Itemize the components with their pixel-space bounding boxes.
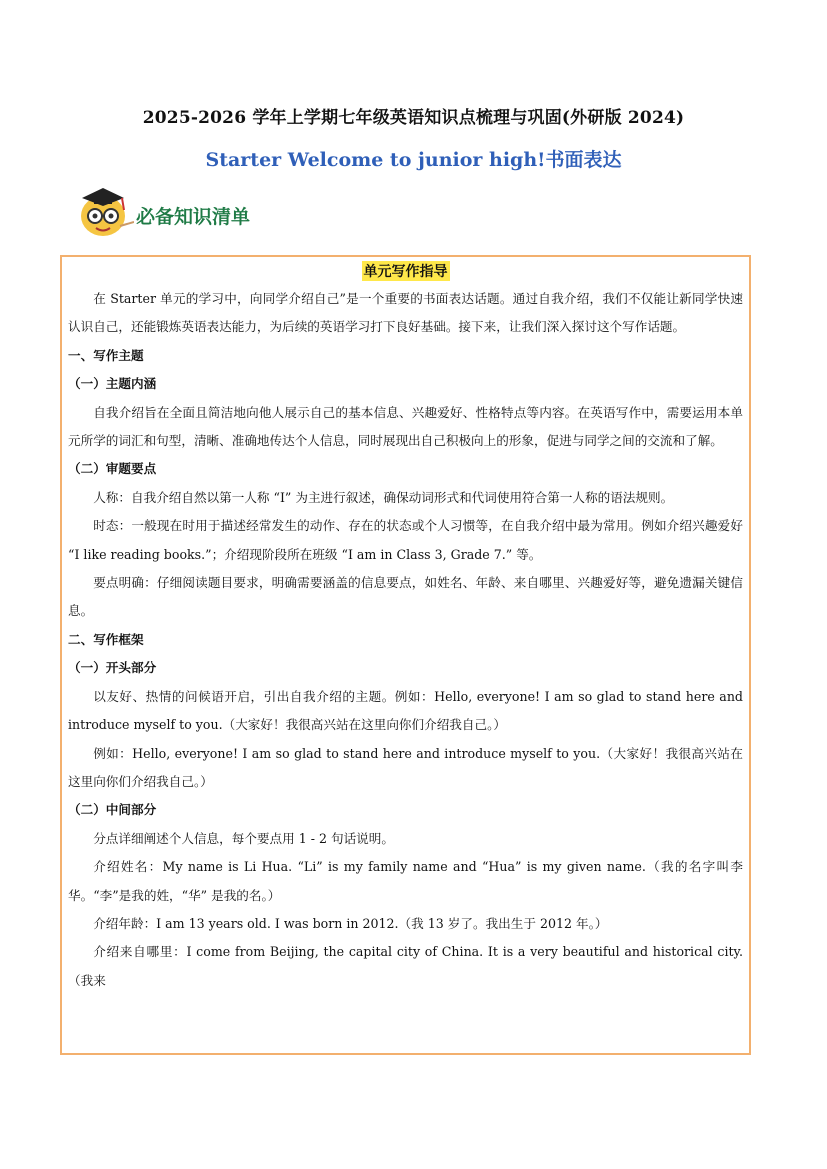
document-subtitle: Starter Welcome to junior high!书面表达 xyxy=(205,149,622,171)
section-heading xyxy=(72,182,372,242)
subheading-theme-meaning: （一）主题内涵 xyxy=(68,376,157,392)
paragraph: 介绍来自哪里：I come from Beijing, the capital city of China. It is a very beautiful and historical city.（我来 xyxy=(68,944,743,988)
box-title: 单元写作指导 xyxy=(362,261,450,281)
intro-paragraph: 在 Starter 单元的学习中，向同学介绍自己”是一个重要的书面表达话题。通过自我介绍，我们不仅能让新同学快速认识自己，还能锻炼英语表达能力，为后续的英语学习打下良好基础。接下来，让我们深入探讨这个写作话题。 xyxy=(68,291,743,335)
paragraph: 以友好、热情的问候语开启，引出自我介绍的主题。例如：Hello, everyone! I am so glad to stand here and introduce myself to you.（大家好！我很高兴站在这里向你们介绍我自己。） xyxy=(68,688,743,733)
writing-guide-box xyxy=(60,255,751,1055)
paragraph: 分点详细阐述个人信息，每个要点用 1 - 2 句话说明。 xyxy=(93,830,394,846)
doctor-mascot-icon xyxy=(72,182,134,240)
paragraph: 要点明确：仔细阅读题目要求，明确需要涵盖的信息要点，如姓名、年龄、来自哪里、兴趣爱好等，避免遗漏关键信息。 xyxy=(68,575,743,619)
heading-writing-theme: 一、写作主题 xyxy=(68,347,144,363)
subheading-key-points: （二）审题要点 xyxy=(68,461,157,477)
paragraph: 例如：Hello, everyone! I am so glad to stand here and introduce myself to you.（大家好！我很高兴站在这里向你们介绍我自己。） xyxy=(68,745,743,789)
paragraph: 人称：自我介绍自然以第一人称 “I” 为主进行叙述，确保动词形式和代词使用符合第一人称的语法规则。 xyxy=(93,489,674,505)
heading-writing-framework: 二、写作框架 xyxy=(68,631,144,647)
subheading-middle: （二）中间部分 xyxy=(68,802,157,818)
box-content xyxy=(62,285,749,995)
paragraph: 介绍姓名：My name is Li Hua. “Li” is my family name and “Hua” is my given name.（我的名字叫李华。“李”是我的姓，“华” 是我的名。） xyxy=(68,859,743,903)
subheading-opening: （一）开头部分 xyxy=(68,660,157,676)
section-heading-label: 必备知识清单 xyxy=(136,206,251,228)
paragraph: 介绍年龄：I am 13 years old. I was born in 2012.（我 13 岁了。我出生于 2012 年。） xyxy=(93,915,608,931)
document-title: 2025-2026 学年上学期七年级英语知识点梳理与巩固(外研版 2024) xyxy=(142,108,685,128)
paragraph: 自我介绍旨在全面且简洁地向他人展示自己的基本信息、兴趣爱好、性格特点等内容。在英语写作中，需要运用本单元所学的词汇和句型，清晰、准确地传达个人信息，同时展现出自己积极向上的形象，促进与同学之间的交流和了解。 xyxy=(68,404,743,449)
paragraph: 时态：一般现在时用于描述经常发生的动作、存在的状态或个人习惯等，在自我介绍中最为常用。例如介绍兴趣爱好 “I like reading books.”；介绍现阶段所在班级 “I am in Class 3, Grade 7.” 等。 xyxy=(68,518,743,562)
